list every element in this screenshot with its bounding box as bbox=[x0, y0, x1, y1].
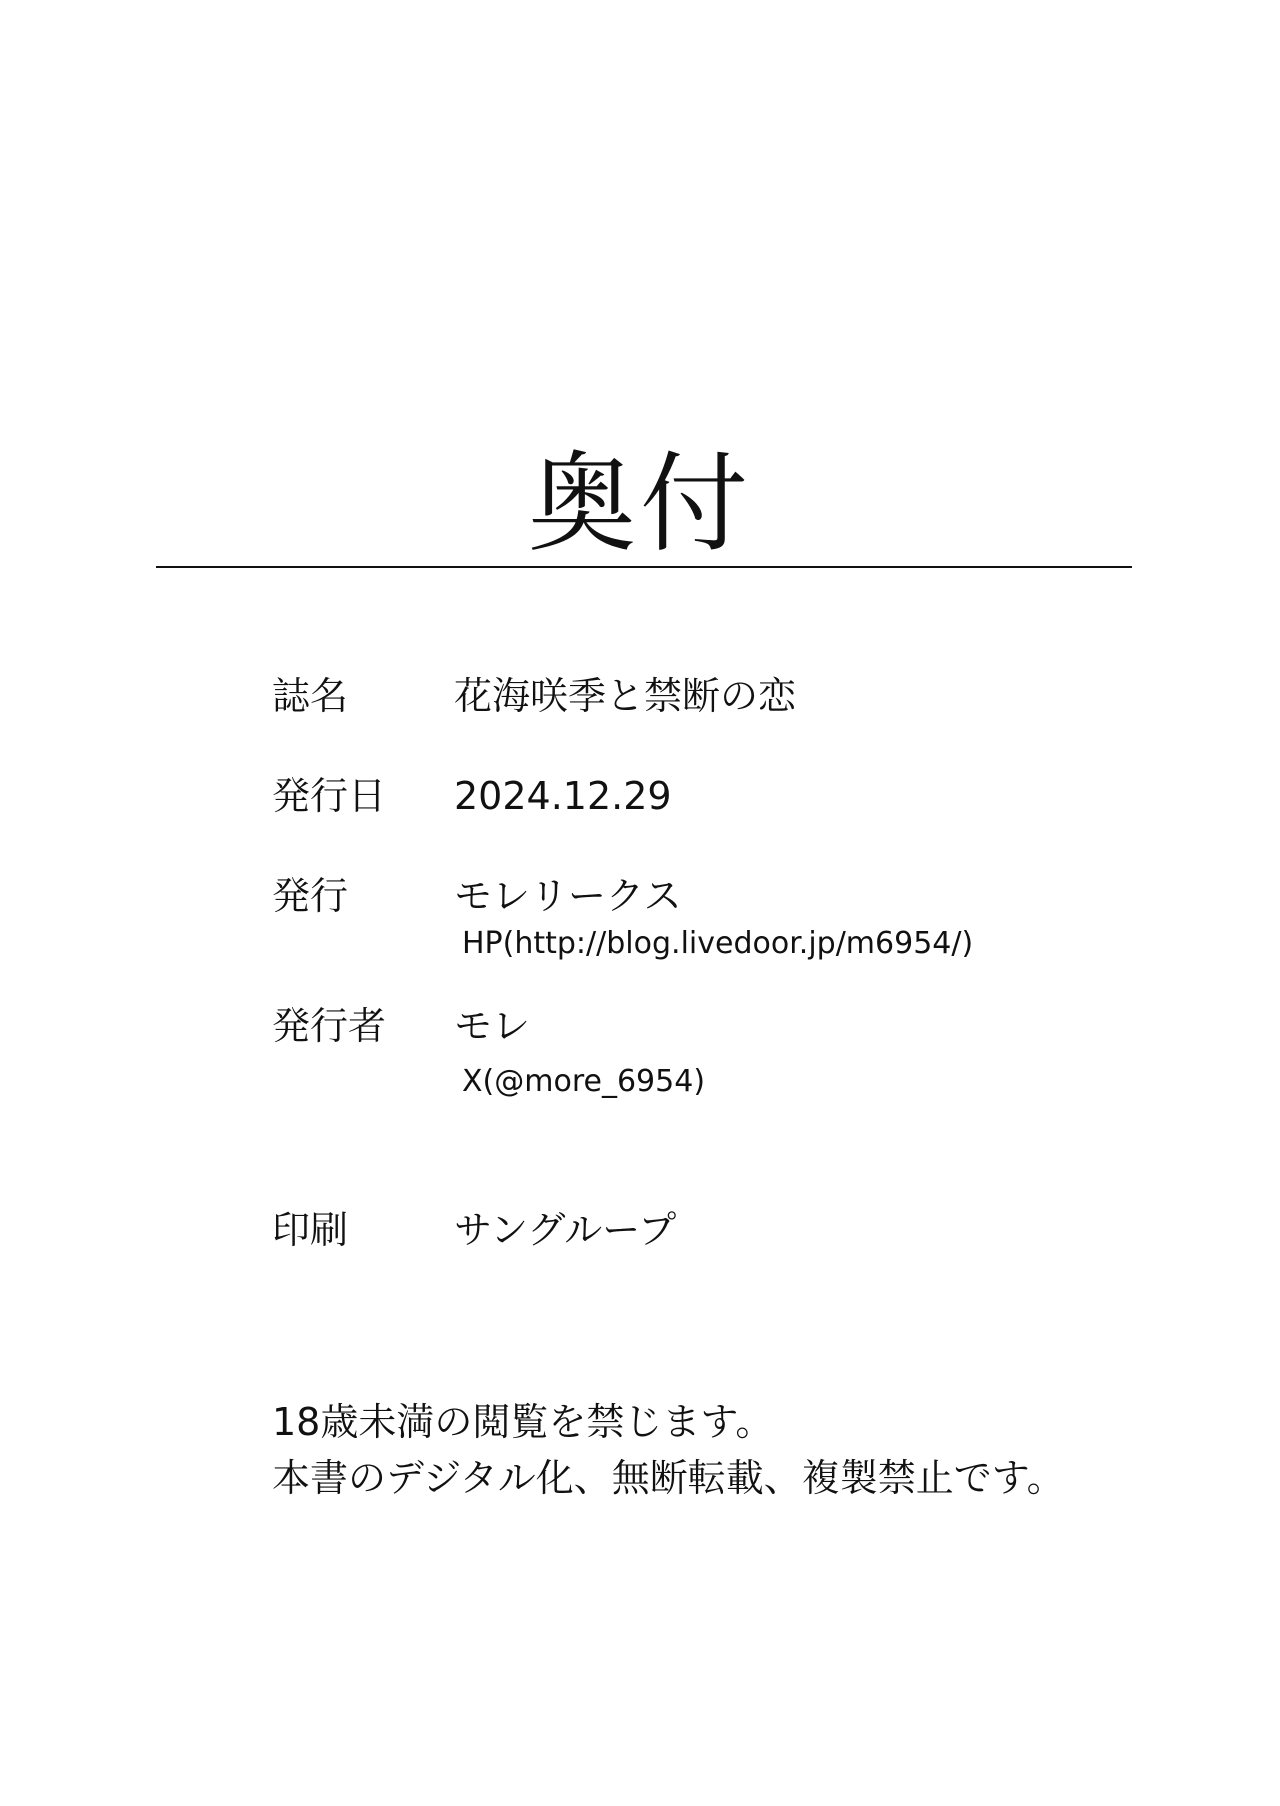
publisher-value: モレリークス bbox=[454, 874, 682, 918]
author-value: モレ bbox=[454, 1004, 531, 1048]
publisher-label: 発行 bbox=[272, 874, 349, 918]
magazine-name-value: 花海咲季と禁断の恋 bbox=[454, 674, 797, 718]
issue-date-value: 2024.12.29 bbox=[454, 774, 672, 818]
copy-prohibition-notice: 本書のデジタル化、無断転載、複製禁止です。 bbox=[272, 1456, 1065, 1500]
printer-value: サングループ bbox=[454, 1208, 677, 1252]
title-divider bbox=[156, 566, 1132, 568]
author-x-account: X(@more_6954) bbox=[462, 1064, 706, 1099]
printer-label: 印刷 bbox=[272, 1208, 349, 1252]
publisher-homepage: HP(http://blog.livedoor.jp/m6954/) bbox=[462, 926, 974, 961]
age-restriction-notice: 18歳未満の閲覧を禁じます。 bbox=[272, 1400, 774, 1444]
magazine-name-label: 誌名 bbox=[272, 674, 349, 718]
issue-date-label: 発行日 bbox=[272, 774, 387, 818]
page-title: 奥付 bbox=[527, 442, 752, 567]
author-label: 発行者 bbox=[272, 1004, 387, 1048]
